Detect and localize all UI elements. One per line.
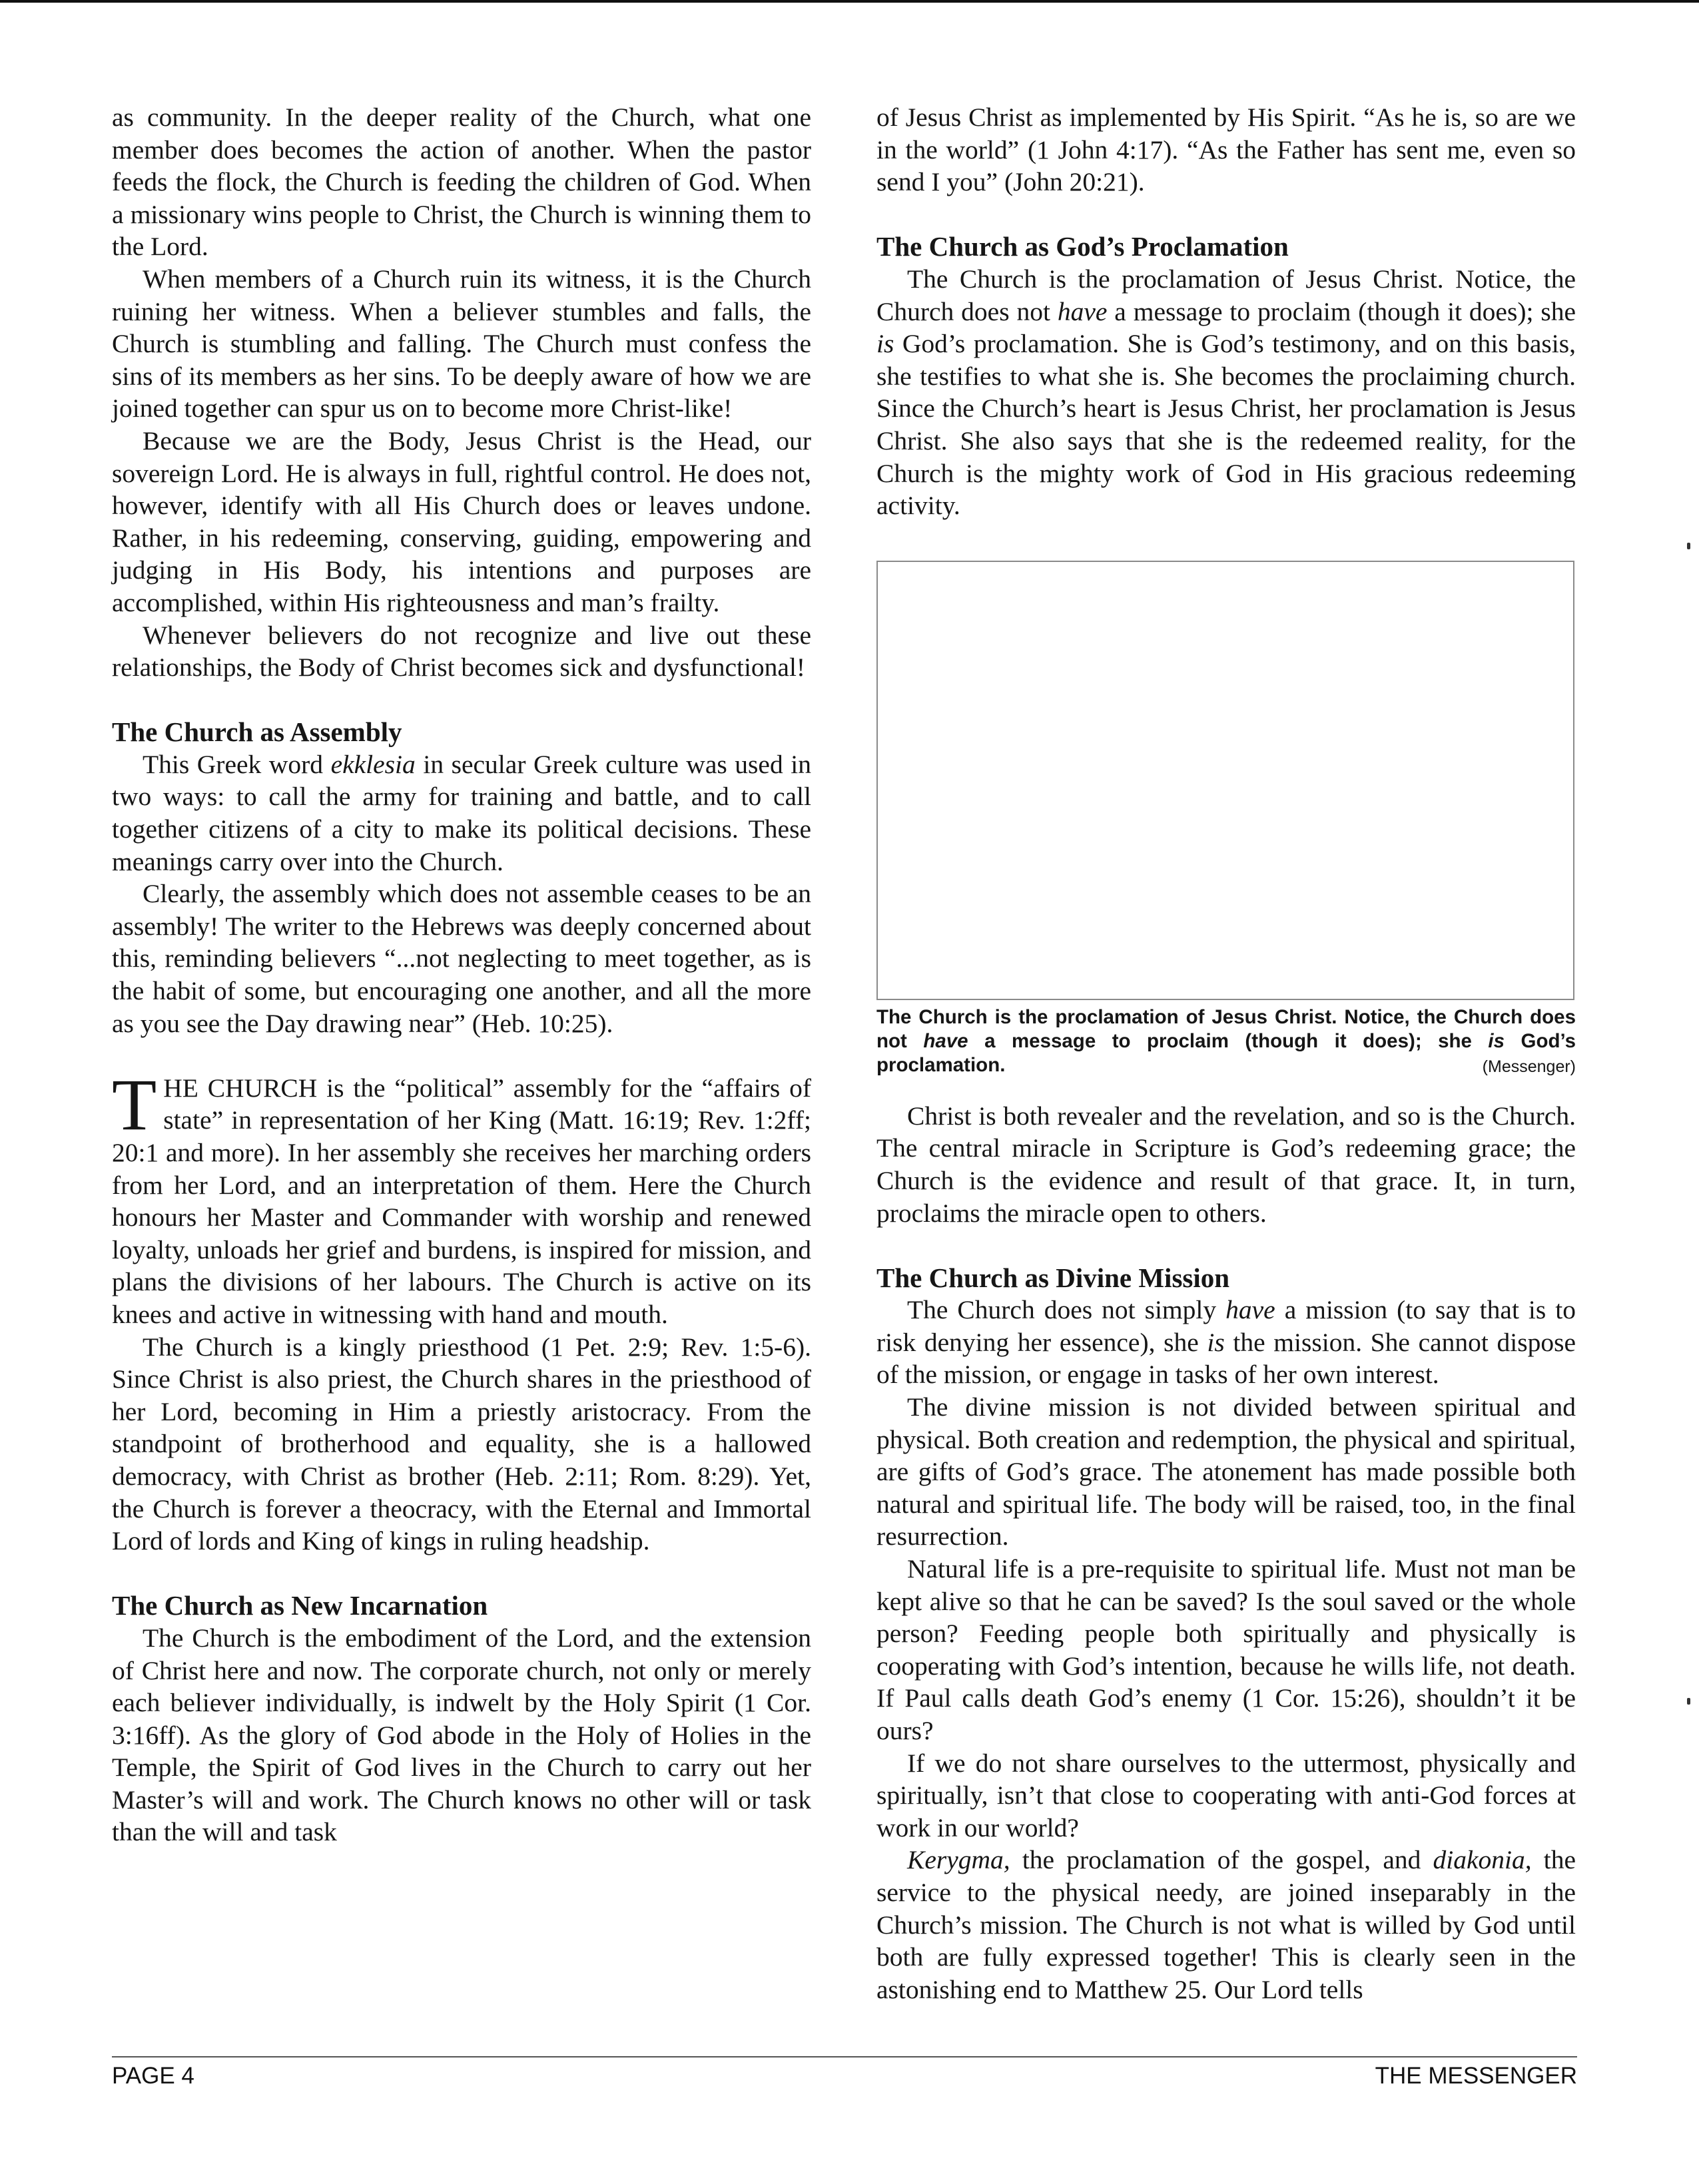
paragraph: as community. In the deeper reality of the Church, what one member does becomes the action of another. When the pastor feeds the flock, the Church is feeding the children of God. When a missionary wins people to Christ, the Church is winning them to the Lord.	[112, 103, 811, 262]
left-column	[112, 101, 811, 1848]
page-number: PAGE 4	[112, 2063, 194, 2089]
section-heading-mission: The Church as Divine Mission	[876, 1262, 1230, 1293]
paragraph: The Church is the embodiment of the Lord, and the extension of Christ here and now. The corporate church, not only or merely each believer individually, is indwelt by the Holy Spirit (1 Cor. 3:16ff). As the glory of God abode in the Holy of Holies in the Temple, the Spirit of God lives in the Church to carry out her Master’s will and work. The Church knows no other will or task than the will and task	[112, 1623, 811, 1847]
paragraph: of Jesus Christ as implemented by His Spirit. “As he is, so are we in the world” (1 John 4:17). “As the Father has sent me, even so send I you” (John 20:21).	[876, 103, 1576, 197]
paragraph-dropcap: THE CHURCH is the “political” assembly for the “affairs of state” in representation of her King (Matt. 16:19; Rev. 1:2ff; 20:1 and more). In her assembly she receives her marching orders from her Lord, and an interpretation of them. Here the Church honours her Master and Commander with worship and renewed loyalty, unloads her grief and burdens, is inspired for mission, and plans the divisions of her labours. The Church is active on its knees and active in witnessing with hand and mouth.	[112, 1063, 811, 1329]
paragraph: Natural life is a pre-requisite to spiritual life. Must not man be kept alive so that he can be saved? Is the soul saved or the whole person? Feeding people both spiritually and physically is cooperating with God’s intention, because he wills life, not death. If Paul calls death God’s enemy (1 Cor. 15:26), shouldn’t it be ours?	[876, 1554, 1576, 1745]
section-heading-incarnation: The Church as New Incarnation	[112, 1590, 488, 1621]
section-heading-proclamation: The Church as God’s Proclamation	[876, 231, 1289, 262]
section-heading-assembly: The Church as Assembly	[112, 716, 402, 748]
photo-credit: (Messenger)	[1482, 1057, 1576, 1076]
paragraph: When members of a Church ruin its witness, it is the Church ruining her witness. When a believer stumbles and falls, the Church is stumbling and falling. The Church must confess the sins of its members as her sins. To be deeply aware of how we are joined together can spur us on to become more Christ-like!	[112, 264, 811, 423]
top-border	[0, 0, 1699, 3]
paragraph: Christ is both revealer and the revelation, and so is the Church. The central miracle in Scripture is God’s redeeming grace; the Church is the evidence and result of that grace. It, in turn, proclaims the miracle open to others.	[876, 1101, 1576, 1228]
photo-caption: The Church is the proclamation of Jesus Christ. Notice, the Church does not have a message to proclaim (though it does); she is God’s proclamation. (Messenger)	[876, 1005, 1576, 1077]
right-column	[876, 101, 1576, 2006]
scan-mark	[1687, 1698, 1690, 1705]
publication-name: THE MESSENGER	[1375, 2063, 1577, 2089]
paragraph: The Church does not simply have a mission (to say that is to risk denying her essence), she is the mission. She cannot dispose of the mission, or engage in tasks of her own interest.	[876, 1295, 1576, 1390]
photo-placeholder	[876, 561, 1574, 1000]
paragraph: The Church is the proclamation of Jesus Christ. Notice, the Church does not have a message to proclaim (though it does); she is God’s proclamation. She is God’s testimony, and on this basis, she testifies to what she is. She becomes the proclaiming church. Since the Church’s heart is Jesus Christ, her proclamation is Jesus Christ. She also says that she is the redeemed reality, for the Church is the mighty work of God in His gracious redeeming activity.	[876, 264, 1576, 521]
drop-cap: T	[112, 1063, 157, 1145]
paragraph: The Church is a kingly priesthood (1 Pet. 2:9; Rev. 1:5-6). Since Christ is also priest, the Church shares in the priesthood of her Lord, becoming in Him a priestly aristocracy. From the standpoint of brotherhood and equality, she is a hallowed democracy, with Christ as brother (Heb. 2:11; Rom. 8:29). Yet, the Church is forever a theocracy, with the Eternal and Immortal Lord of lords and King of kings in ruling headship.	[112, 1332, 811, 1556]
paragraph: Kerygma, the proclamation of the gospel, and diakonia, the service to the physical needy, are joined inseparably in the Church’s mission. The Church is not what is willed by God until both are fully expressed together! This is clearly seen in the astonishing end to Matthew 25. Our Lord tells	[876, 1845, 1576, 2004]
scan-mark	[1687, 543, 1690, 549]
paragraph: The divine mission is not divided between spiritual and physical. Both creation and redemption, the physical and spiritual, are gifts of God’s grace. The atonement has made possible both natural and spiritual life. The body will be raised, too, in the final resurrection.	[876, 1392, 1576, 1551]
paragraph: Clearly, the assembly which does not assemble ceases to be an assembly! The writer to the Hebrews was deeply concerned about this, reminding believers “...not neglecting to meet together, as is the habit of some, but encouraging one another, and all the more as you see the Day drawing near” (Heb. 10:25).	[112, 879, 811, 1038]
paragraph: If we do not share ourselves to the uttermost, physically and spiritually, isn’t that close to cooperating with anti-God forces at work in our world?	[876, 1748, 1576, 1842]
paragraph: Whenever believers do not recognize and live out these relationships, the Body of Christ becomes sick and dysfunctional!	[112, 620, 811, 682]
footer-rule	[112, 2056, 1577, 2057]
paragraph: Because we are the Body, Jesus Christ is the Head, our sovereign Lord. He is always in full, rightful control. He does not, however, identify with all His Church does or leaves undone. Rather, in his redeeming, conserving, guiding, empowering and judging in His Body, his intentions and purposes are accomplished, within His righteousness and man’s frailty.	[112, 425, 811, 617]
paragraph: This Greek word ekklesia in secular Greek culture was used in two ways: to call the army for training and battle, and to call together citizens of a city to make its political decisions. These meanings carry over into the Church.	[112, 749, 811, 876]
